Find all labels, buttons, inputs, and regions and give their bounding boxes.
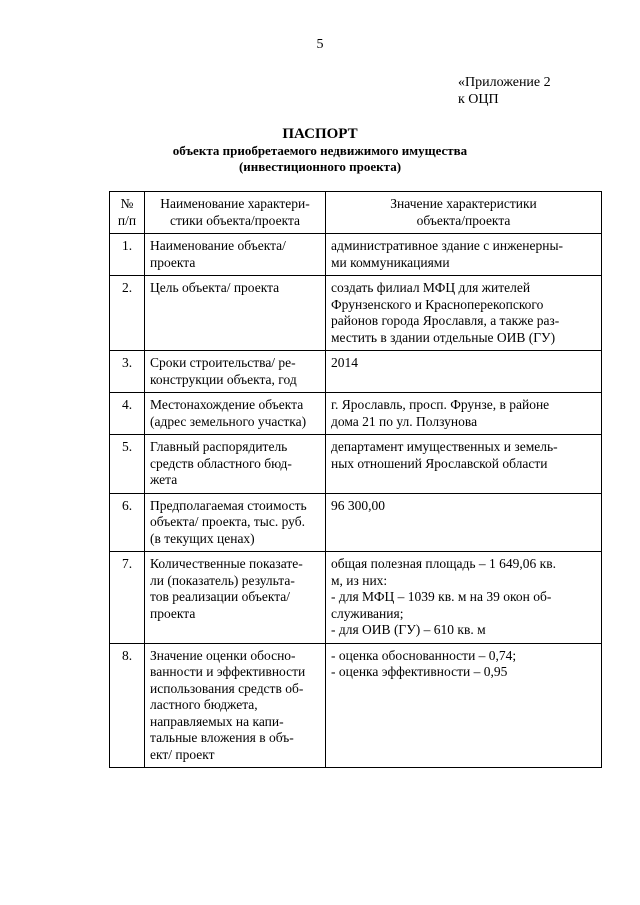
title-line-3: (инвестиционного проекта) <box>238 159 402 174</box>
document-title <box>0 125 640 175</box>
header-value: Значение характеристики объекта/проекта <box>326 192 602 234</box>
row-num: 4. <box>110 393 145 435</box>
row-name: Сроки строительства/ ре- конструкции объекта, год <box>145 351 326 393</box>
header-name: Наименование характери- стики объекта/проекта <box>145 192 326 234</box>
row-name: Значение оценки обосно- ванности и эффективности использования средств об- ластного бюджета, направляемых на капи- тальные вложения в объ- ект/ проект <box>145 643 326 768</box>
table-row <box>110 552 602 644</box>
row-name: Количественные показате- ли (показатель) результа- тов реализации объекта/ проекта <box>145 552 326 644</box>
table-row <box>110 393 602 435</box>
row-name: Цель объекта/ проекта <box>145 276 326 351</box>
row-name: Предполагаемая стоимость объекта/ проекта, тыс. руб. (в текущих ценах) <box>145 493 326 552</box>
row-value: административное здание с инженерны- ми коммуникациями <box>326 234 602 276</box>
row-num: 1. <box>110 234 145 276</box>
table-row <box>110 435 602 494</box>
row-value: - оценка обоснованности – 0,74; - оценка эффективности – 0,95 <box>326 643 602 768</box>
row-value: г. Ярославль, просп. Фрунзе, в районе дома 21 по ул. Ползунова <box>326 393 602 435</box>
row-name: Главный распорядитель средств областного бюд- жета <box>145 435 326 494</box>
table-header-row <box>110 192 602 234</box>
passport-table <box>109 191 602 768</box>
table-row <box>110 276 602 351</box>
appendix-line-1: «Приложение 2 <box>458 75 551 90</box>
row-num: 3. <box>110 351 145 393</box>
appendix-reference <box>458 74 551 108</box>
row-num: 5. <box>110 435 145 494</box>
table-row <box>110 643 602 768</box>
row-num: 2. <box>110 276 145 351</box>
row-name: Наименование объекта/ проекта <box>145 234 326 276</box>
row-value: 96 300,00 <box>326 493 602 552</box>
title-line-2: объекта приобретаемого недвижимого имущества <box>172 143 468 158</box>
appendix-line-2: к ОЦП <box>458 92 499 107</box>
table-row <box>110 351 602 393</box>
row-num: 6. <box>110 493 145 552</box>
row-value: создать филиал МФЦ для жителей Фрунзенского и Красноперекопского районов города Ярославля, а также раз- местить в здании отдельные ОИВ (ГУ) <box>326 276 602 351</box>
row-num: 8. <box>110 643 145 768</box>
title-main: ПАСПОРТ <box>282 126 358 142</box>
page-number: 5 <box>316 37 324 52</box>
header-num: № п/п <box>110 192 145 234</box>
row-value: общая полезная площадь – 1 649,06 кв. м, из них: - для МФЦ – 1039 кв. м на 39 окон об- служивания; - для ОИВ (ГУ) – 610 кв. м <box>326 552 602 644</box>
table-row <box>110 234 602 276</box>
row-name: Местонахождение объекта (адрес земельного участка) <box>145 393 326 435</box>
row-value: 2014 <box>326 351 602 393</box>
row-value: департамент имущественных и земель- ных отношений Ярославской области <box>326 435 602 494</box>
table-row <box>110 493 602 552</box>
row-num: 7. <box>110 552 145 644</box>
